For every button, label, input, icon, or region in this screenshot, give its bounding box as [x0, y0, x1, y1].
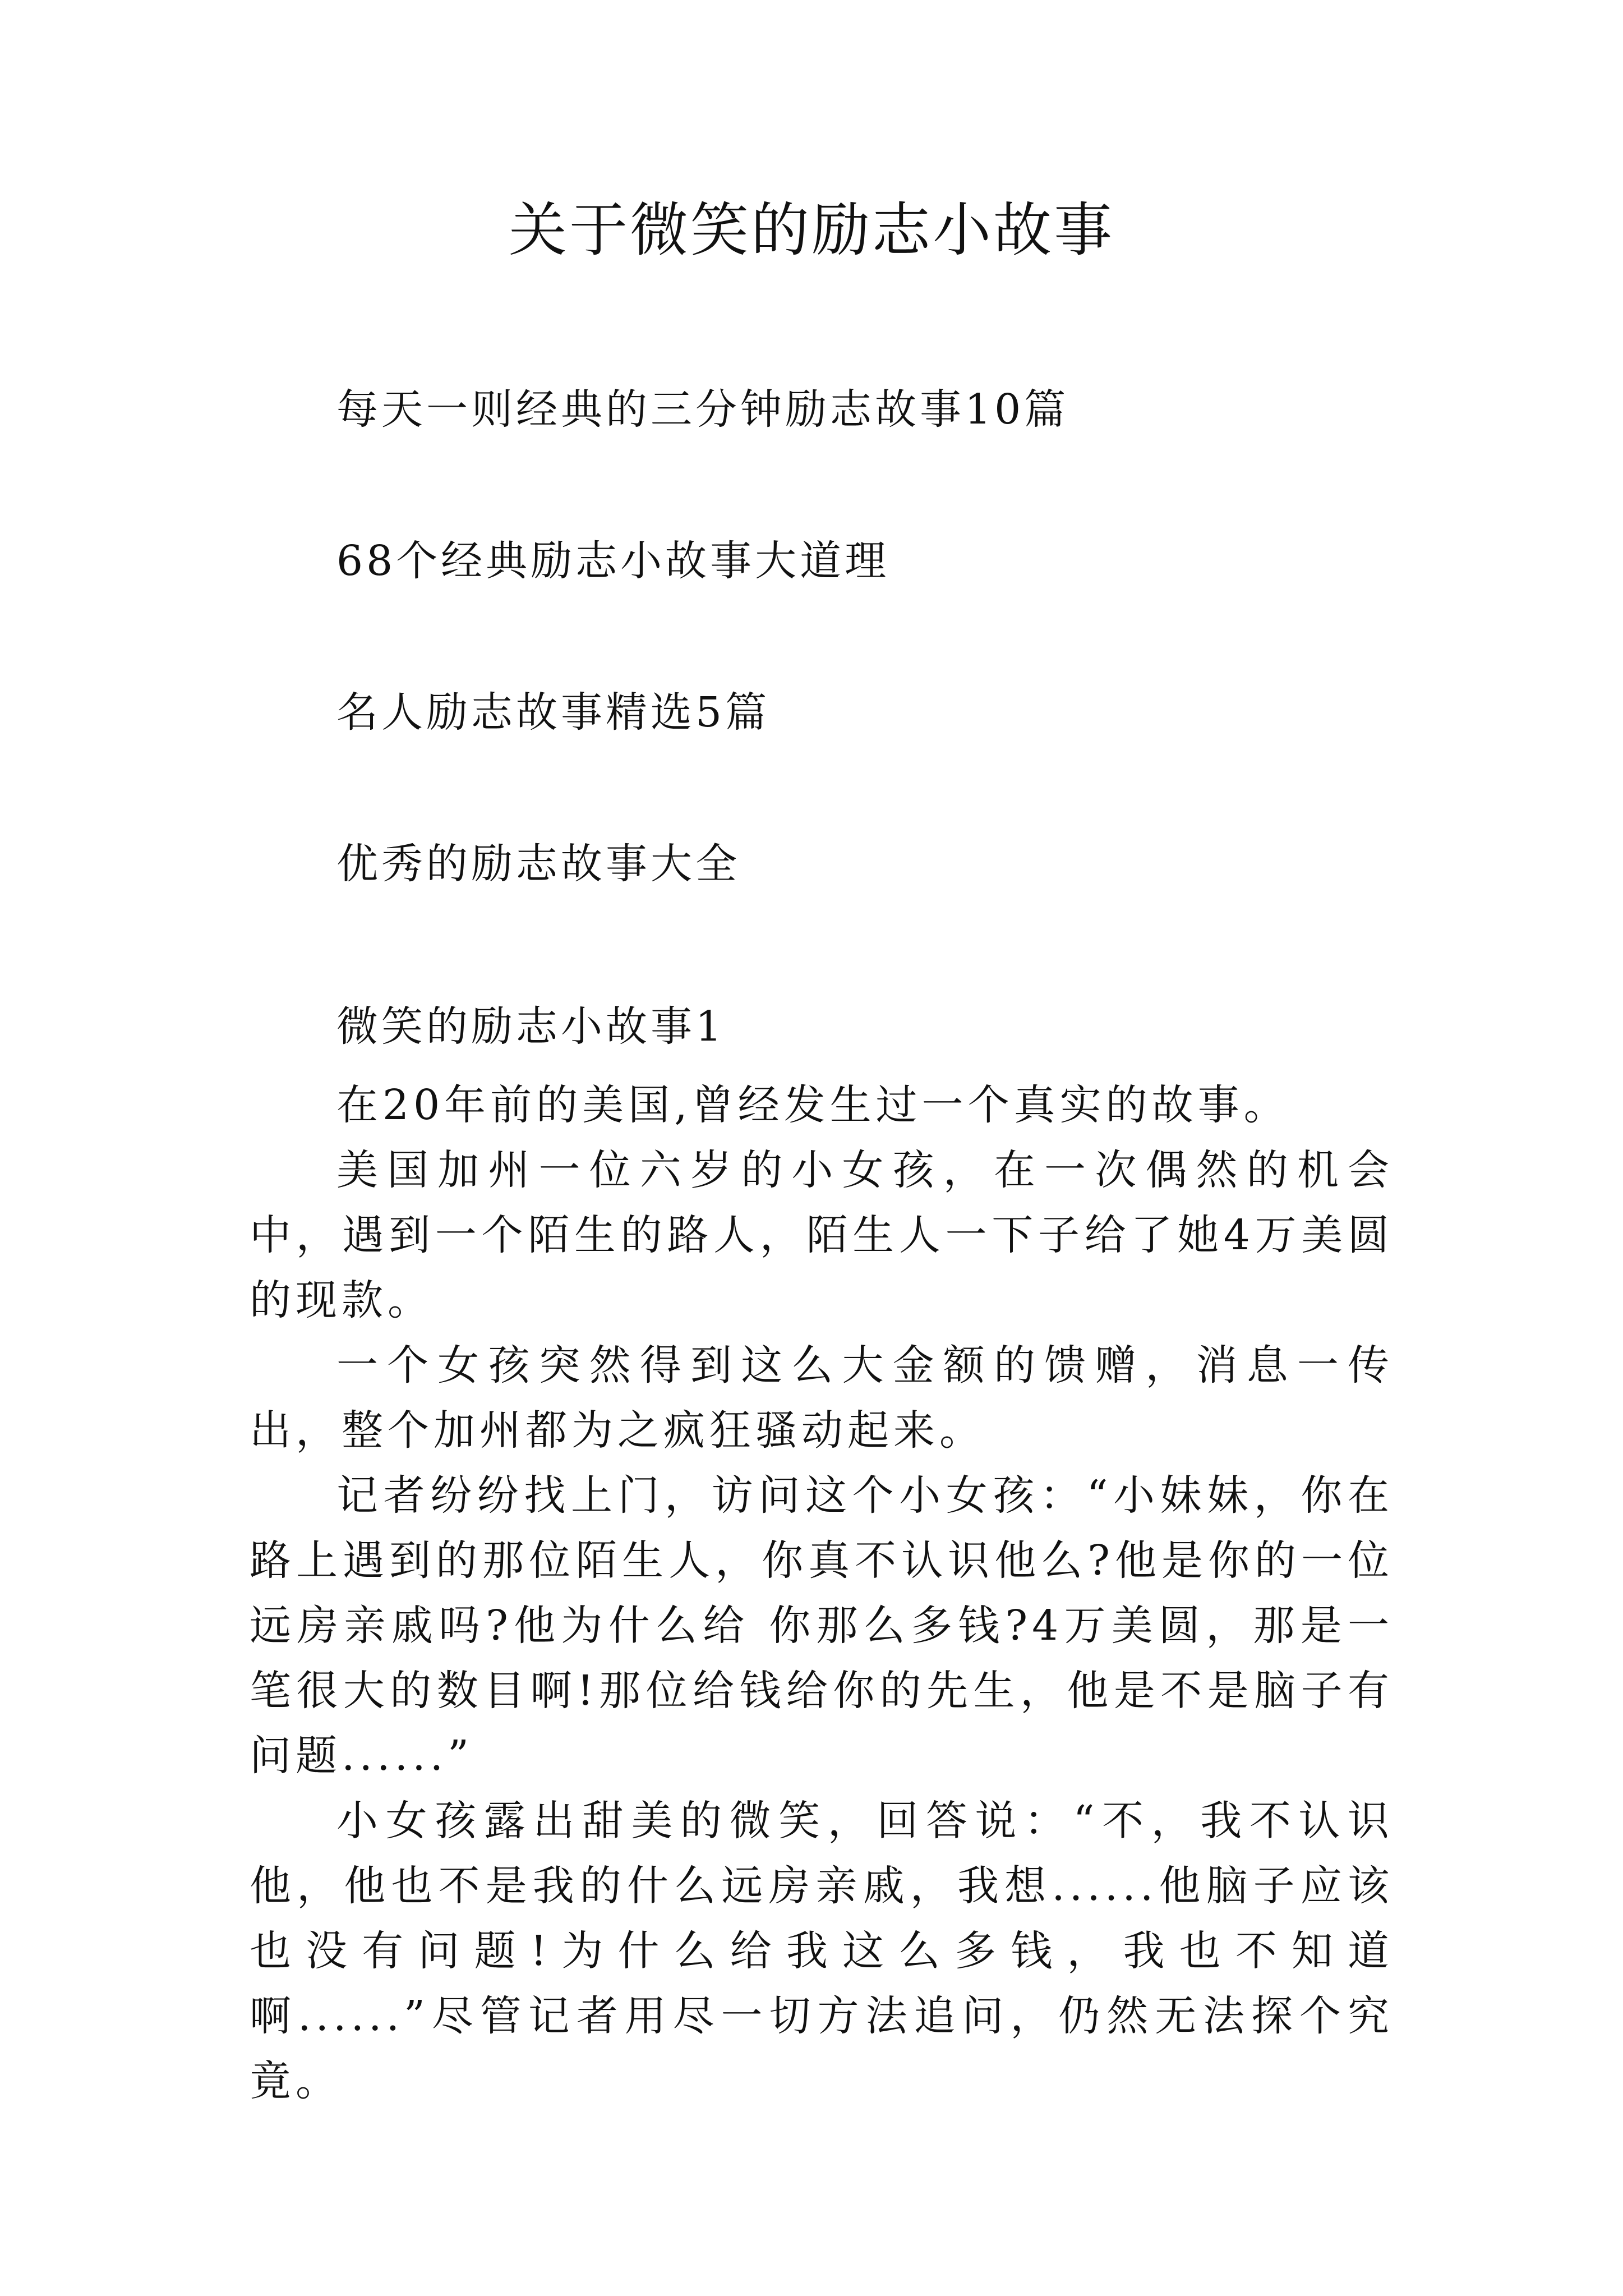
paragraph: 小女孩露出甜美的微笑，回答说：“不，我不认识他，他也不是我的什么远房亲戚，我想......他脑子应该也没有问题!为什么给我这么多钱，我也不知道啊......”尽管记者用尽一切方法追问，仍然无法探个究竟。	[250, 1797, 1394, 2105]
related-link-1[interactable]: 每天一则经典的三分钟励志故事10篇	[336, 385, 1069, 434]
paragraph: 美国加州一位六岁的小女孩，在一次偶然的机会中，遇到一个陌生的路人，陌生人一下子给了她4万美圆的现款。	[250, 1146, 1394, 1324]
story-heading: 微笑的励志小故事1	[336, 1002, 726, 1051]
story-body	[250, 1073, 1394, 2114]
paragraph: 记者纷纷找上门，访问这个小女孩：“小妹妹，你在路上遇到的那位陌生人，你真不认识他么?他是你的一位远房亲戚吗?他为什么给 你那么多钱?4万美圆，那是一笔很大的数目啊!那位给钱给你的先生，他是不是脑子有问题......”	[250, 1471, 1394, 1780]
paragraph: 在20年前的美国,曾经发生过一个真实的故事。	[336, 1081, 1290, 1129]
related-link-4[interactable]: 优秀的励志故事大全	[336, 840, 740, 888]
page-title: 关于微笑的励志小故事	[508, 196, 1114, 264]
paragraph: 一个女孩突然得到这么大金额的馈赠，消息一传出，整个加州都为之疯狂骚动起来。	[250, 1341, 1394, 1455]
related-link-3[interactable]: 名人励志故事精选5篇	[336, 688, 771, 737]
related-link-2[interactable]: 68个经典励志小故事大道理	[336, 537, 890, 585]
